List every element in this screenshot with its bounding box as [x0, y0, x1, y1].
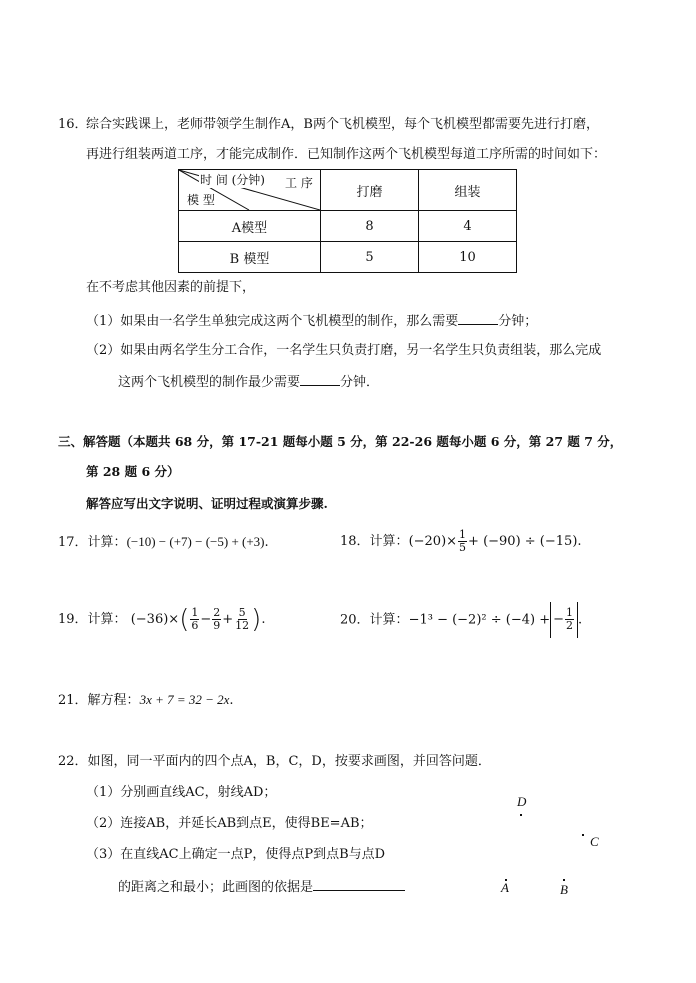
answer-blank[interactable] — [458, 310, 498, 325]
table-cell: 10 — [419, 242, 517, 273]
table-row — [179, 242, 517, 273]
left-paren: ( — [179, 604, 190, 635]
q19-expr-a: (−36)× — [130, 612, 180, 627]
q22-sub1: （1）分别画直线AC，射线AD； — [86, 785, 277, 800]
q16-sub2-unit: 分钟． — [340, 375, 380, 390]
q22-number: 22． — [58, 754, 88, 769]
point-b-label: B — [560, 882, 568, 897]
table-header-row — [179, 170, 517, 211]
q18-period: . — [577, 534, 582, 549]
q22-intro: 如图，同一平面内的四个点A，B，C，D，按要求画图，并回答问题． — [87, 754, 491, 769]
absolute-value — [550, 602, 578, 638]
answer-blank[interactable] — [300, 371, 340, 386]
q16-sub1-unit: 分钟； — [498, 314, 538, 329]
q16-sub2-text: 这两个飞机模型的制作最少需要 — [118, 375, 301, 390]
q22-sub3-text: 的距离之和最小；此画图的依据是 — [118, 880, 314, 895]
q19-number: 19． — [58, 612, 88, 627]
q18-expr-b: + (−90) ÷ (−15) — [468, 534, 578, 549]
section3-instruction: 解答应写出文字说明、证明过程或演算步骤. — [86, 496, 328, 511]
q17-number: 17． — [58, 535, 88, 550]
q20-period: . — [578, 612, 583, 628]
q22-sub2: （2）连接AB，并延长AB到点E，使得BE=AB； — [86, 816, 373, 831]
q20 — [340, 602, 582, 639]
table-cell: 8 — [321, 211, 419, 242]
table-cell: 5 — [321, 242, 419, 273]
q18-expr-a: (−20)× — [408, 534, 458, 549]
fraction — [234, 607, 250, 632]
q20-prefix: 计算： — [369, 612, 409, 628]
row-label: A模型 — [179, 211, 321, 242]
denominator: 6 — [191, 619, 199, 632]
q18-number: 18． — [340, 534, 370, 549]
q20-expr-a: −1³ − (−2)² ÷ (−4) + — [408, 612, 551, 628]
q17 — [58, 532, 269, 553]
header-assemble: 组装 — [419, 170, 517, 211]
q17-period: . — [264, 535, 269, 550]
fraction — [565, 607, 574, 632]
q16-sub1 — [86, 310, 537, 332]
answer-blank[interactable] — [313, 876, 405, 891]
row-label: B 模型 — [179, 242, 321, 273]
q20-number: 20． — [340, 612, 370, 628]
q21-equation: 3x + 7 = 32 − 2x — [139, 692, 230, 707]
point-c-label: C — [590, 834, 599, 849]
q17-prefix: 计算： — [87, 535, 127, 550]
q21 — [58, 690, 234, 711]
q16-sub2: （2）如果由两名学生分工合作，一名学生只负责打磨，另一名学生只负责组装，那么完成 — [86, 343, 602, 358]
denominator: 5 — [459, 541, 467, 554]
q21-prefix: 解方程： — [87, 693, 140, 708]
q19-prefix: 计算： — [87, 612, 127, 627]
abs-sign: − — [553, 612, 565, 627]
fraction — [458, 529, 467, 554]
q19 — [58, 602, 265, 638]
q22-intro-line — [58, 752, 491, 772]
corner-time-label: 时 间 (分钟) — [200, 173, 265, 187]
table-corner-cell — [179, 170, 321, 211]
q16-line1: 综合实践课上，老师带领学生制作A，B两个飞机模型，每个飞机模型都需要先进行打磨， — [86, 117, 599, 132]
fraction — [190, 607, 199, 632]
fraction — [212, 607, 221, 632]
q16-sub1-text: （1）如果由一名学生单独完成这两个飞机模型的制作，那么需要 — [86, 314, 459, 329]
point-b — [563, 879, 565, 881]
q21-period: . — [229, 693, 234, 708]
q18 — [340, 524, 582, 560]
numerator: 1 — [459, 528, 467, 541]
q22-sub3-cont — [118, 876, 405, 898]
denominator: 12 — [235, 619, 250, 632]
q16-number: 16． — [58, 117, 88, 132]
header-polish: 打磨 — [321, 170, 419, 211]
q21-number: 21． — [58, 693, 88, 708]
section3-title-cont: 第 28 题 6 分） — [86, 464, 180, 479]
corner-model-label: 模 型 — [187, 193, 215, 207]
time-table — [178, 169, 517, 273]
point-c — [582, 834, 584, 836]
table-cell: 4 — [419, 211, 517, 242]
q16-line2: 再进行组装两道工序，才能完成制作．已知制作这两个飞机模型每道工序所需的时间如下： — [86, 147, 607, 162]
denominator: 9 — [213, 619, 221, 632]
numerator: 1 — [566, 606, 574, 619]
q18-prefix: 计算： — [369, 534, 409, 549]
section3-title: 三、解答题（本题共 68 分，第 17-21 题每小题 5 分，第 22-26 题每小题 6 分，第 27 题 7 分， — [58, 434, 623, 449]
q17-expression: (−10) − (+7) − (−5) + (+3) — [126, 534, 265, 549]
q16-sub2-cont — [118, 371, 379, 393]
operator: + — [222, 612, 234, 627]
corner-process-label: 工 序 — [285, 176, 313, 190]
denominator: 2 — [566, 619, 574, 632]
q22-sub3: （3）在直线AC上确定一点P，使得点P到点B与点D — [86, 847, 386, 862]
operator: − — [200, 612, 212, 627]
q16-premise: 在不考虑其他因素的前提下， — [86, 280, 256, 295]
point-d-label: D — [517, 794, 527, 809]
table-row — [179, 211, 517, 242]
point-d — [520, 814, 522, 816]
numerator: 1 — [191, 606, 199, 619]
point-a-label: A — [501, 880, 509, 895]
right-paren: ) — [251, 604, 262, 635]
q19-period: . — [261, 612, 266, 627]
numerator: 5 — [238, 606, 246, 619]
numerator: 2 — [213, 606, 221, 619]
